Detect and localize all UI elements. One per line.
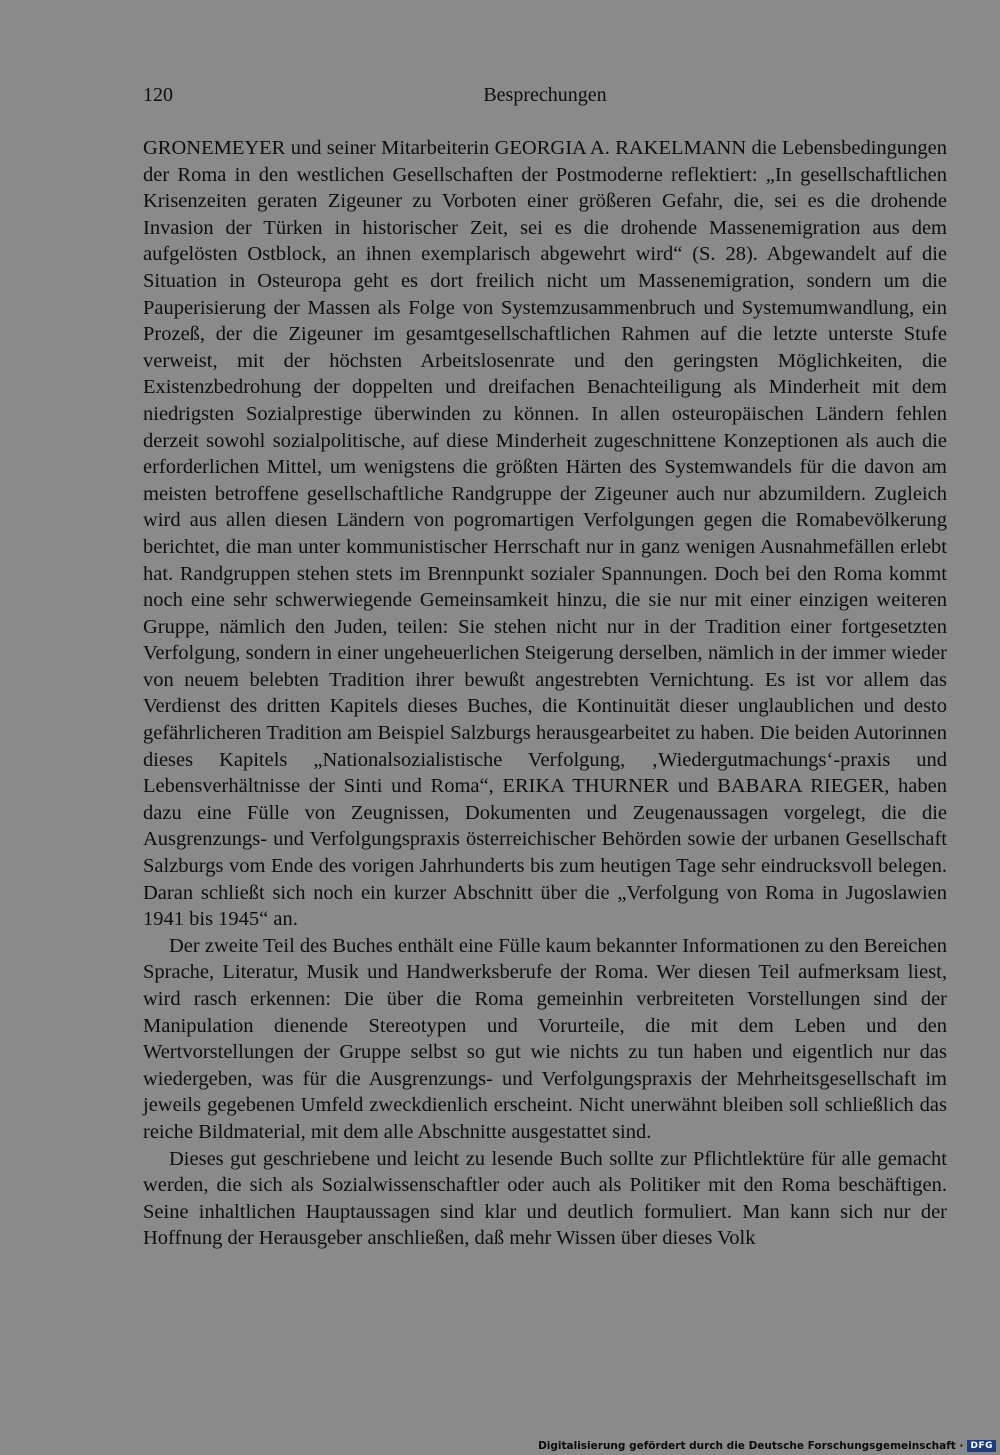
paragraph-2: Der zweite Teil des Buches enthält eine Fülle kaum bekannter Informationen zu den Bereichen Sprache, Literatur, Musik und Handwerksberufe der Roma. Wer diesen Teil aufmerksam liest, wird rasch erkennen: Die über die Roma gemeinhin verbreiteten Vorstellungen sind der Manipulation dienende Stereotypen und Vorurteile, die mit dem Leben und den Wertvorstellungen der Gruppe selbst so gut wie nichts zu tun haben und eigentlich nur das wiedergeben, was für die Ausgrenzungs- und Verfolgungspraxis der Mehrheitsgesellschaft im jeweils gegebenen Umfeld zweckdienlich erscheint. Nicht unerwähnt bleiben soll schließlich das reiche Bildmaterial, mit dem alle Abschnitte ausgestattet sind. bbox=[143, 934, 947, 1143]
dfg-logo: DFG bbox=[967, 1440, 996, 1452]
paragraph-3: Dieses gut geschriebene und leicht zu lesende Buch sollte zur Pflichtlektüre für alle gemacht werden, die sich als Sozialwissenschaftler oder auch als Politiker mit den Roma beschäftigen. Seine inhaltlichen Hauptaussagen sind klar und deutlich formuliert. Man kann sich nur der Hoffnung der Herausgeber anschließen, daß mehr Wissen über dieses Volk bbox=[143, 1147, 947, 1250]
body-text bbox=[143, 135, 947, 1252]
running-title: Besprechungen bbox=[483, 84, 607, 106]
footer-credit: Digitalisierung gefördert durch die Deutsche Forschungsgemeinschaft · bbox=[538, 1440, 964, 1452]
digitization-footer bbox=[538, 1437, 1000, 1455]
page-number: 120 bbox=[143, 84, 173, 106]
page-header bbox=[143, 84, 947, 112]
paragraph-1: GRONEMEYER und seiner Mitarbeiterin GEORGIA A. RAKELMANN die Lebensbedingungen der Roma in den westlichen Gesellschaften der Postmoderne reflektiert: „In gesellschaftlichen Krisenzeiten geraten Zigeuner zu Vorboten einer größeren Gefahr, die, sei es die drohende Invasion der Türken in historischer Zeit, sei es die drohende Massenemigration aus dem aufgelösten Ostblock, an ihnen exemplarisch abgewehrt wird“ (S. 28). Abgewandelt auf die Situation in Osteuropa geht es dort freilich nicht um Massenemigration, sondern um die Pauperisierung der Massen als Folge von Systemzusammenbruch und Systemumwandlung, ein Prozeß, der die Zigeuner im gesamtgesellschaftlichen Rahmen auf die letzte unterste Stufe verweist, mit der höchsten Arbeitslosenrate und den geringsten Möglichkeiten, die Existenzbedrohung der doppelten und dreifachen Benachteiligung als Minderheit mit dem niedrigsten Sozialprestige überwinden zu können. In allen osteuropäischen Ländern fehlen derzeit sowohl sozialpolitische, auf diese Minderheit zugeschnittene Konzeptionen als auch die erforderlichen Mittel, um wenigstens die größten Härten des Systemwandels für die davon am meisten betroffene gesellschaftliche Randgruppe der Zigeuner auch nur abzumildern. Zugleich wird aus allen diesen Ländern von pogromartigen Verfolgungen gegen die Romabevölkerung berichtet, die man unter kommunistischer Herrschaft nur in ganz wenigen Ausnahmefällen erlebt hat. Randgruppen stehen stets im Brennpunkt sozialer Spannungen. Doch bei den Roma kommt noch eine sehr schwerwiegende Gemeinsamkeit hinzu, die sie nur mit einer einzigen weiteren Gruppe, nämlich den Juden, teilen: Sie stehen nicht nur in der Tradition einer fortgesetzten Verfolgung, sondern in einer ungeheuerlichen Steigerung derselben, nämlich in der immer wieder von neuem belebten Tradition ihrer bewußt angestrebten Vernichtung. Es ist vor allem das Verdienst des dritten Kapitels dieses Buches, die Kontinuität dieser unglaublichen und desto gefährlicheren Tradition am Beispiel Salzburgs herausgearbeitet zu haben. Die beiden Autorinnen dieses Kapitels „Nationalsozialistische Verfolgung, ‚Wiedergutmachungs‘-praxis und Lebensverhältnisse der Sinti und Roma“, ERIKA THURNER und BABARA RIEGER, haben dazu eine Fülle von Zeugnissen, Dokumenten und Zeugenaussagen vorgelegt, die die Ausgrenzungs- und Verfolgungspraxis österreichischer Behörden sowie der urbanen Gesellschaft Salzburgs vom Ende des vorigen Jahrhunderts bis zum heutigen Tage sehr eindrucksvoll belegen. Daran schließt sich noch ein kurzer Abschnitt über die „Verfolgung von Roma in Jugoslawien 1941 bis 1945“ an. bbox=[143, 137, 947, 931]
